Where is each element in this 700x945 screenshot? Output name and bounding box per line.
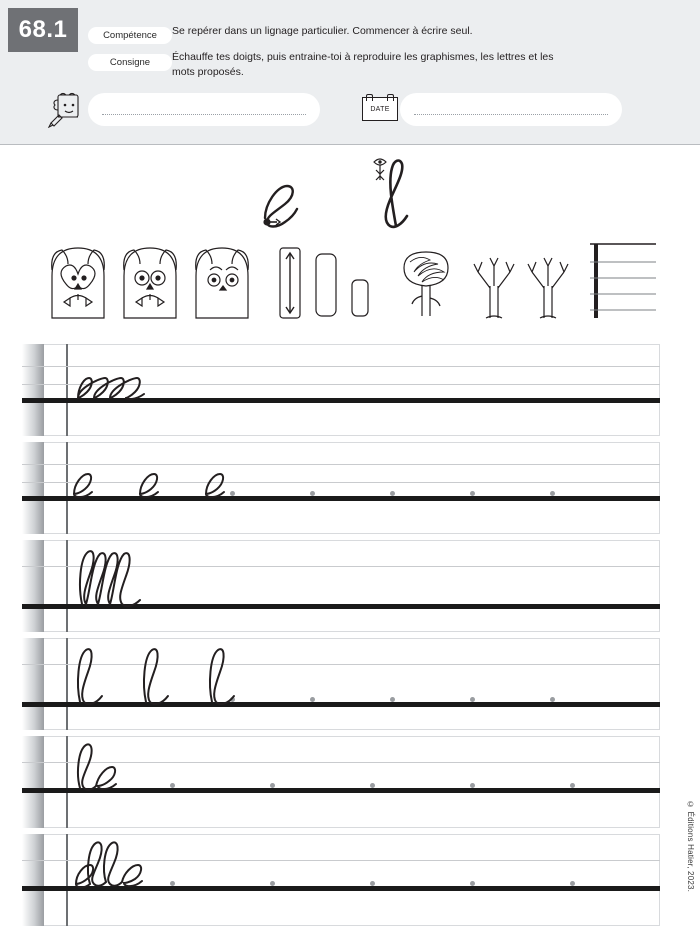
owl-2-icon bbox=[124, 248, 177, 318]
row-model-glyph-e bbox=[22, 442, 660, 534]
consigne-text: Échauffe tes doigts, puis entraine-toi à reproduire les graphismes, les lettres et les mots proposés. bbox=[172, 51, 554, 78]
bare-tree-1-icon bbox=[474, 258, 514, 318]
date-label: DATE bbox=[362, 97, 398, 121]
tall-bar-icon bbox=[316, 254, 336, 316]
model-letter-l bbox=[362, 152, 432, 240]
writing-row-1[interactable] bbox=[22, 344, 660, 436]
model-letter-e bbox=[255, 178, 315, 236]
writing-row-4[interactable] bbox=[22, 638, 660, 730]
owl-1-icon bbox=[52, 248, 105, 318]
date-dotted-line bbox=[414, 114, 608, 115]
ladder-lines-icon bbox=[590, 244, 656, 318]
row-model-glyph-eeee bbox=[22, 344, 660, 436]
bare-tree-2-icon bbox=[528, 258, 568, 318]
kid-with-pencil-icon bbox=[46, 92, 88, 128]
row-model-glyph-le bbox=[22, 736, 660, 828]
writing-rows-area bbox=[0, 336, 700, 916]
header-divider bbox=[0, 144, 700, 145]
exercise-number-badge: 68.1 bbox=[8, 8, 78, 52]
copyright-text: © Éditions Hatier, 2023. bbox=[686, 800, 695, 893]
scribble-tree-icon bbox=[404, 252, 448, 316]
owl-3-icon bbox=[196, 248, 249, 318]
row-model-glyph-elle bbox=[22, 834, 660, 926]
consigne-tag: Consigne bbox=[88, 54, 172, 71]
picture-row bbox=[44, 240, 656, 330]
row-model-glyph-llll bbox=[22, 540, 660, 632]
competence-text: Se repérer dans un lignage particulier. Commencer à écrire seul. bbox=[172, 25, 473, 37]
arrow-bar-icon bbox=[280, 248, 300, 318]
date-input[interactable] bbox=[400, 93, 622, 126]
writing-row-6[interactable] bbox=[22, 834, 660, 926]
competence-tag: Compétence bbox=[88, 27, 172, 44]
writing-row-2[interactable] bbox=[22, 442, 660, 534]
writing-row-5[interactable] bbox=[22, 736, 660, 828]
short-bar-icon bbox=[352, 280, 368, 316]
name-input[interactable] bbox=[88, 93, 320, 126]
row-model-glyph-l bbox=[22, 638, 660, 730]
writing-row-3[interactable] bbox=[22, 540, 660, 632]
name-dotted-line bbox=[102, 114, 306, 115]
